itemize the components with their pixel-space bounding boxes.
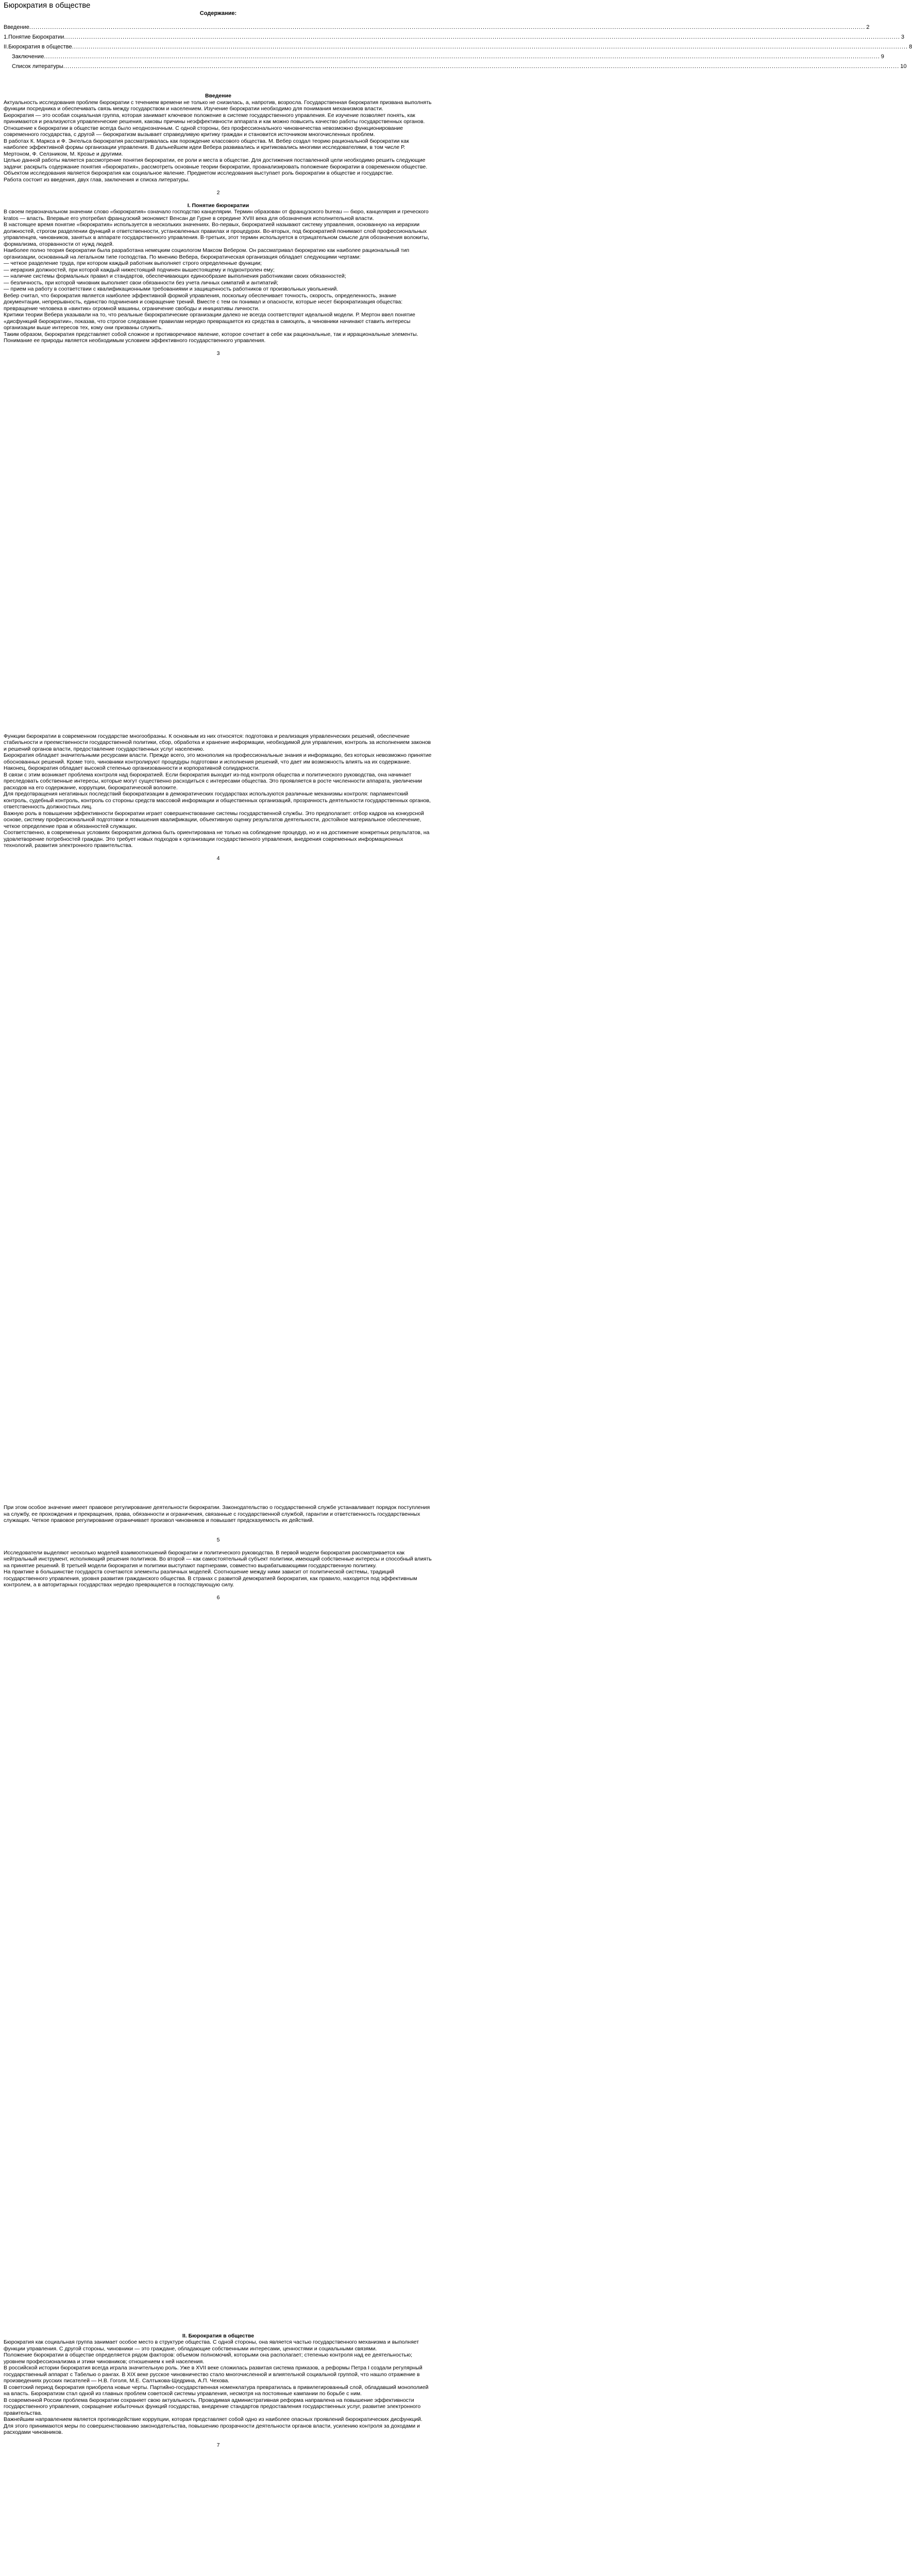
- paragraph: При этом особое значение имеет правовое регулирование деятельности бюрократии. Законодательство о государственной службе устанавливает порядок поступления на службу, ее прохождения и прекращения, права, обязанности и ограничения, связанные с государственной службой, гарантии и ответственность государственных служащих. Четкое правовое регулирование ограничивает произвол чиновников и повышает предсказуемость их действий.: [4, 1504, 430, 1523]
- document-title: Бюрократия в обществе: [4, 1, 91, 10]
- spacer: [4, 1588, 433, 1595]
- paragraph: Важнейшим направлением является противодействие коррупции, которая представляет собой одно из наиболее опасных проявлений бюрократических дисфункций. Для этого принимаются меры по совершенствованию законодательства, повышению прозрачности деятельности органов власти, усилению контроля за доходами и расходами чиновников.: [4, 2416, 423, 2435]
- page-section: [4, 726, 433, 862]
- paragraph: Вебер считал, что бюрократия является наиболее эффективной формой управления, поскольку обеспечивает точность, скорость, определенность, знание документации, непрерывность, единство подчинения и сокращение трений. Вместе с тем он понимал и опасности, которые несет бюрократизация общества: превращение человека в «винтик» огромной машины, ограничение свободы и инициативы личности.: [4, 292, 403, 312]
- toc-leader-dots: ................................................................................................................................................................................................................................................................................................................................................................................................................: [64, 34, 900, 40]
- page-number: 7: [216, 2442, 220, 2448]
- page-section: [4, 1492, 433, 1601]
- spacer: [4, 196, 433, 202]
- paragraph: На практике в большинстве государств сочетаются элементы различных моделей. Соотношение между ними зависит от политической системы, традиций государственного управления, уровня развития гражданского общества. В странах с развитой демократией бюрократия, как правило, находится под эффективным контролем, а в авторитарных государствах нередко превращается в господствующую силу.: [4, 1569, 417, 1588]
- paragraph: В связи с этим возникает проблема контроля над бюрократией. Если бюрократия выходит из-под контроля общества и политического руководства, она начинает преследовать собственные интересы, которые могут существенно расходиться с интересами общества. Это проявляется в росте численности аппарата, увеличении расходов на его содержание, коррупции, бюрократической волоките.: [4, 771, 423, 791]
- paragraph: — прием на работу в соответствии с квалификационными требованиями и защищенность работников от произвольных увольнений.: [4, 286, 339, 292]
- page-section: [4, 2326, 433, 2449]
- toc-leader-dots: ................................................................................................................................................................................................................................................................................................................................................................................................................: [44, 54, 880, 60]
- section-heading: I. Понятие бюрократии: [187, 202, 249, 209]
- toc-entry-label: Заключение: [12, 54, 44, 60]
- paragraph: В российской истории бюрократия всегда играла значительную роль. Уже в XVII веке сложилась развитая система приказов, а реформы Петра I создали регулярный государственный аппарат с Табелью о рангах. В XIX веке русское чиновничество стало многочисленной и влиятельной социальной группой, что нашло отражение в произведениях русских писателей — Н.В. Гоголя, М.Е. Салтыкова-Щедрина, А.П. Чехова.: [4, 2365, 423, 2384]
- spacer: [4, 1524, 433, 1531]
- paragraph: Наиболее полно теория бюрократии была разработана немецким социологом Максом Вебером. Он рассматривал бюрократию как наиболее рациональный тип организации, основанный на легальном типе господства. По мнению Вебера, бюрократическая организация обладает следующими чертами:: [4, 247, 410, 260]
- paragraph: — безличность, при которой чиновник выполняет свои обязанности без учета личных симпатий и антипатий;: [4, 279, 279, 286]
- paragraph: Бюрократия как социальная группа занимает особое место в структуре общества. С одной стороны, она является частью государственного механизма и выполняет функции управления. С другой стороны, чиновники — это граждане, обладающие собственными интересами, ценностями и социальными связями.: [4, 2339, 419, 2352]
- paragraph: Положение бюрократии в обществе определяется рядом факторов: объемом полномочий, которыми она располагает; степенью контроля над ее деятельностью; уровнем профессионализма и этики чиновников; отношением к ней населения.: [4, 2352, 413, 2365]
- paragraph: В своем первоначальном значении слово «бюрократия» означало господство канцелярии. Термин образован от французского bureau — бюро, канцелярия и греческого kratos — власть. Впервые его употребил французский экономист Венсан де Гурне в середине XVIII века для обозначения исполнительной власти.: [4, 209, 429, 222]
- toc-entry[interactable]: [4, 23, 870, 32]
- toc-entry[interactable]: [4, 52, 884, 62]
- page-section: [4, 80, 433, 357]
- paragraph: Для предотвращения негативных последствий бюрократизации в демократических государствах используются различные механизмы контроля: парламентский контроль, судебный контроль, контроль со стороны средств массовой информации и общественных организаций, прозрачность деятельности государственных органов, ответственность должностных лиц.: [4, 791, 431, 810]
- paragraph: В советский период бюрократия приобрела новые черты. Партийно-государственная номенклатура превратилась в привилегированный слой, обладавший монополией на власть. Бюрократизм стал одной из главных проблем советской системы управления, несмотря на постоянные кампании по борьбе с ним.: [4, 2384, 429, 2397]
- spacer: [4, 2436, 433, 2443]
- paragraph: Важную роль в повышении эффективности бюрократии играет совершенствование системы государственной службы. Это предполагает: отбор кадров на конкурсной основе, систему профессиональной подготовки и повышения квалификации, объективную оценку результатов деятельности, достойное материальное обеспечение, четкое определение прав и обязанностей служащих.: [4, 810, 424, 829]
- paragraph: Функции бюрократии в современном государстве многообразны. К основным из них относятся: подготовка и реализация управленческих решений, обеспечение стабильности и преемственности государственной политики, сбор, обработка и хранение информации, необходимой для управления, контроль за исполнением законов и решений органов власти, предоставление государственных услуг населению.: [4, 733, 431, 752]
- toc-entry-page: 9: [881, 54, 884, 60]
- toc-entry-page: 10: [900, 63, 907, 70]
- spacer: [4, 80, 433, 87]
- paragraph: Критики теории Вебера указывали на то, что реальные бюрократические организации далеко не всегда соответствуют идеальной модели. Р. Мертон ввел понятие «дисфункций бюрократии», показав, что строгое следование правилам нередко превращается из средства в самоцель, а чиновники начинают ставить интересы организации выше интересов тех, кому они призваны служить.: [4, 312, 415, 331]
- table-of-contents: [4, 23, 912, 72]
- spacer: [4, 1530, 433, 1537]
- toc-entry-label: 1.Понятие Бюрократии: [4, 34, 64, 40]
- toc-entry-label: Введение: [4, 24, 29, 30]
- page-number: 2: [216, 189, 220, 196]
- toc-heading: Содержание:: [199, 10, 237, 16]
- spacer: [4, 849, 433, 856]
- paragraph: В настоящее время понятие «бюрократия» используется в нескольких значениях. Во-первых, бюрократией называют систему управления, основанную на иерархии должностей, строгом разделении функций и ответственности, установленных правилах и процедурах. Во-вторых, под бюрократией понимают слой профессиональных управленцев, чиновников, занятых в аппарате государственного управления. В-третьих, этот термин используется в отрицательном смысле для обозначения волокиты, формализма, оторванности от нужд людей.: [4, 222, 429, 247]
- paragraph: Актуальность исследования проблем бюрократии с течением времени не только не снизилась, а, напротив, возросла. Государственная бюрократия призвана выполнять функции посредника и обеспечивать связь между государством и населением. Изучение бюрократии необходимо для понимания механизмов власти.: [4, 99, 432, 112]
- spacer: [4, 344, 433, 351]
- paragraph: В работах К. Маркса и Ф. Энгельса бюрократия рассматривалась как порождение классового общества. М. Вебер создал теорию рациональной бюрократии как наиболее эффективной формы организации управления. В дальнейшем идеи Вебера развивались и критиковались многими исследователями, в том числе Р. Мертоном, Ф. Селзником, М. Крозье и другими.: [4, 138, 409, 157]
- toc-leader-dots: ................................................................................................................................................................................................................................................................................................................................................................................................................: [29, 24, 866, 30]
- spacer: [4, 726, 433, 733]
- paragraph: Исследователи выделяют несколько моделей взаимоотношений бюрократии и политического руководства. В первой модели бюрократия рассматривается как нейтральный инструмент, исполняющий решения политиков. Во второй — как самостоятельный субъект политики, имеющий собственные интересы и способный влиять на принятие решений. В третьей модели бюрократия и политики выступают партнерами, совместно вырабатывающими государственную политику.: [4, 1549, 432, 1569]
- paragraph: — четкое разделение труда, при котором каждый работник выполняет строго определенные функции;: [4, 260, 262, 266]
- page-number: 5: [216, 1536, 220, 1543]
- paragraph: Целью данной работы является рассмотрение понятия бюрократии, ее роли и места в обществе. Для достижения поставленной цели необходимо решить следующие задачи: раскрыть содержание понятия «бюрократия», рассмотреть основные теории бюрократии, проанализировать положение бюрократии в современном обществе.: [4, 157, 428, 170]
- toc-leader-dots: ................................................................................................................................................................................................................................................................................................................................................................................................................: [63, 63, 900, 70]
- toc-entry-page: 2: [866, 24, 870, 30]
- spacer: [4, 1543, 433, 1550]
- page-number: 4: [216, 855, 220, 861]
- paragraph: Бюрократия — это особая социальная группа, которая занимает ключевое положение в системе государственного управления. Ее изучение позволяет понять, как принимаются и реализуются управленческие решения, каковы причины неэффективности аппарата и как можно повысить качество работы государственных органов.: [4, 112, 425, 125]
- paragraph: В современной России проблема бюрократии сохраняет свою актуальность. Проводимая административная реформа направлена на повышение эффективности государственного управления, сокращение избыточных функций государства, внедрение стандартов предоставления государственных услуг, развитие электронного правительства.: [4, 2397, 421, 2416]
- section-heading: Введение: [205, 93, 231, 99]
- toc-entry-label: II.Бюрократия в обществе: [4, 44, 72, 50]
- toc-entry-label: Список литературы: [12, 63, 63, 70]
- section-heading: II. Бюрократия в обществе: [182, 2332, 255, 2339]
- paragraph: Бюрократия обладает значительными ресурсами власти. Прежде всего, это монополия на профессиональные знания и информацию, без которых невозможно принятие обоснованных решений. Кроме того, чиновники контролируют процедуры подготовки и исполнения решений, что дает им возможность влиять на их содержание. Наконец, бюрократия обладает высокой степенью организованности и корпоративной солидарности.: [4, 752, 432, 771]
- toc-leader-dots: ................................................................................................................................................................................................................................................................................................................................................................................................................: [72, 44, 908, 50]
- paragraph: Объектом исследования является бюрократия как социальное явление. Предметом исследования выступает роль бюрократии в обществе и государстве.: [4, 170, 394, 176]
- paragraph: Работа состоит из введения, двух глав, заключения и списка литературы.: [4, 176, 190, 183]
- toc-entry-page: 8: [909, 44, 912, 50]
- toc-entry[interactable]: [4, 42, 912, 52]
- toc-entry[interactable]: [4, 62, 907, 72]
- spacer: [4, 2326, 433, 2333]
- page-number: 6: [216, 1595, 220, 1601]
- spacer: [4, 183, 433, 190]
- toc-entry-page: 3: [901, 34, 905, 40]
- paragraph: Соответственно, в современных условиях бюрократия должна быть ориентирована не только на соблюдение процедур, но и на достижение конкретных результатов, на удовлетворение потребностей граждан. Это требует новых подходов к организации государственного управления, внедрения современных информационных технологий, развития электронного правительства.: [4, 829, 430, 849]
- spacer: [4, 1492, 433, 1498]
- paragraph: — иерархия должностей, при которой каждый нижестоящий подчинен вышестоящему и подконтролен ему;: [4, 266, 275, 273]
- spacer: [4, 1498, 433, 1505]
- spacer: [4, 87, 433, 93]
- paragraph: Таким образом, бюрократия представляет собой сложное и противоречивое явление, которое сочетает в себе как рациональные, так и иррациональные элементы. Понимание ее природы является необходимым условием эффективного государственного управления.: [4, 331, 418, 344]
- page-number: 3: [216, 350, 220, 357]
- toc-entry[interactable]: [4, 32, 905, 42]
- paragraph: — наличие системы формальных правил и стандартов, обеспечивающих единообразие выполнения работниками своих обязанностей;: [4, 273, 346, 279]
- paragraph: Отношение к бюрократии в обществе всегда было неоднозначным. С одной стороны, без профессионального чиновничества невозможно функционирование современного государства, с другой — бюрократизм вызывает справедливую критику граждан и становится источником многочисленных проблем.: [4, 125, 403, 138]
